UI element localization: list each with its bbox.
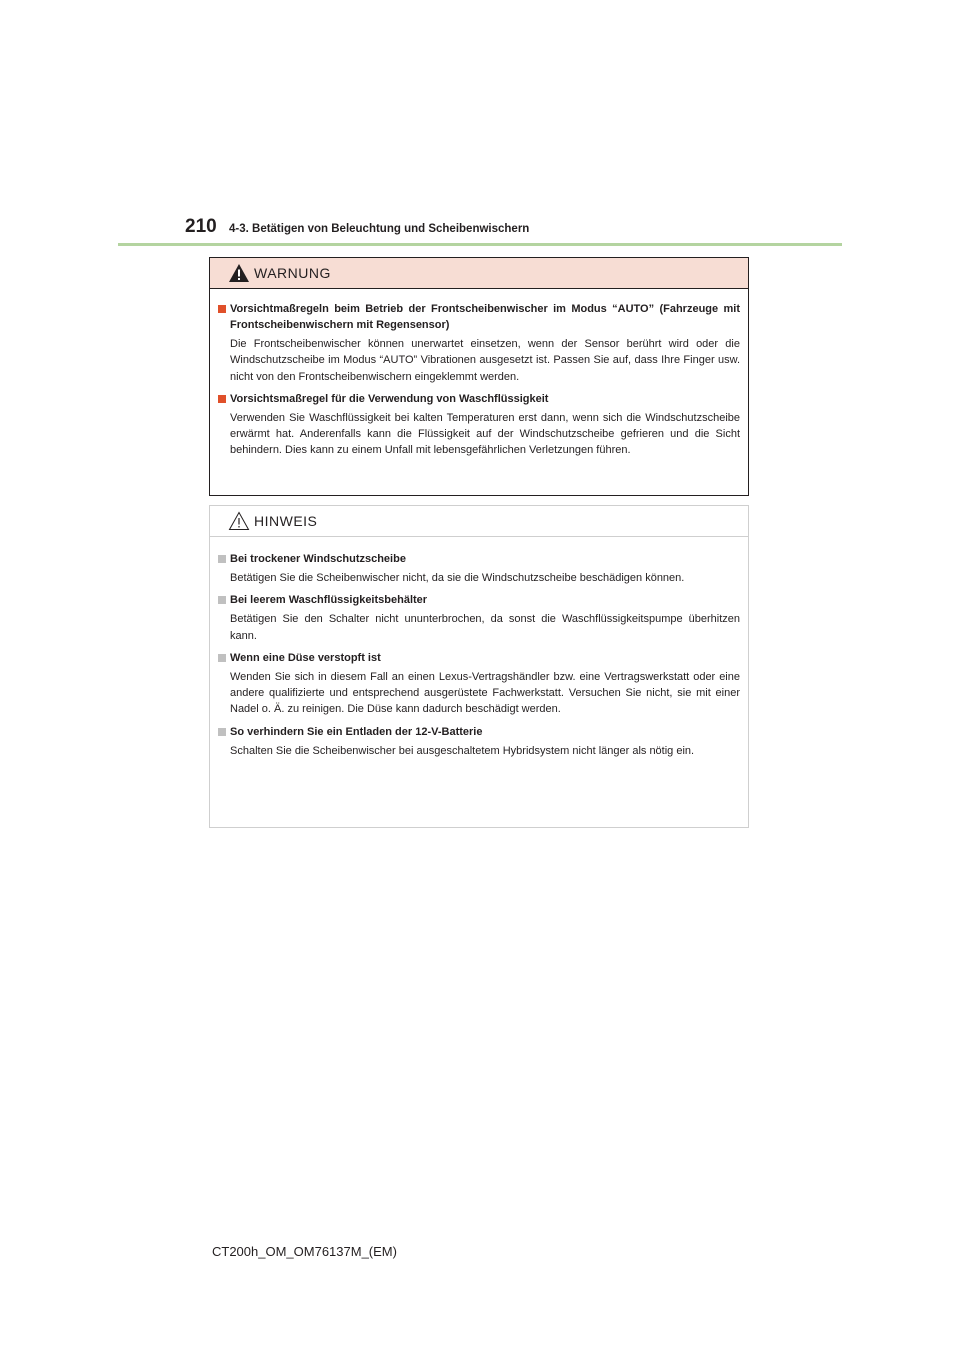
notice-item [218, 650, 740, 718]
notice-item-title: Bei trockener Windschutzscheibe [230, 553, 406, 565]
header-rule [118, 243, 842, 246]
notice-item-text: Betätigen Sie den Schalter nicht ununterbrochen, da sonst die Waschflüssigkeitspumpe überhitzen kann. [230, 613, 740, 642]
warning-item-text: Die Frontscheibenwischer können unerwartet einsetzen, wenn der Sensor berührt wird oder die Windschutzscheibe im Modus “AUTO” Vibrationen ausgesetzt ist. Passen Sie auf, dass Ihre Finger usw. nicht von den Frontscheibenwischern eingeklemmt werden. [230, 338, 740, 383]
warning-item [218, 301, 740, 385]
warning-triangle-icon [228, 263, 250, 283]
notice-label: HINWEIS [254, 513, 318, 529]
notice-item-text: Schalten Sie die Scheibenwischer bei ausgeschaltetem Hybridsystem nicht länger als nötig ein. [230, 744, 695, 757]
warning-box [209, 257, 749, 496]
notice-box [209, 505, 749, 828]
notice-item-title: Wenn eine Düse verstopft ist [230, 651, 381, 664]
warning-item-title: Vorsichtsmaßregel für die Verwendung von Waschflüssigkeit [230, 392, 549, 405]
footer-document-code: CT200h_OM_OM76137M_(EM) [212, 1244, 397, 1259]
warning-item-text: Verwenden Sie Waschflüssigkeit bei kalten Temperaturen erst dann, wenn sich die Windschutzscheibe erwärmt hat. Anderenfalls kann die Flüssigkeit auf der Windschutzscheibe gefrieren und die Sicht behindern. Dies kann zu einem Unfall mit lebensgefährlichen Verletzungen führen. [230, 411, 740, 457]
square-bullet-icon [218, 555, 226, 563]
notice-item [218, 592, 740, 644]
warning-header [210, 258, 748, 289]
notice-item-title: Bei leerem Waschflüssigkeitsbehälter [230, 594, 428, 607]
notice-item-text: Wenden Sie sich in diesem Fall an einen Lexus-Vertragshändler bzw. eine Vertragswerkstatt oder eine andere qualifizierte und entsprechend ausgerüstete Fachwerkstatt. Versuchen Sie nicht, sie mit einer Nadel o. Ä. zu reinigen. Die Düse kann dadurch beschädigt werden. [230, 670, 740, 716]
notice-header [210, 506, 748, 537]
notice-item [218, 551, 740, 586]
square-bullet-icon [218, 305, 226, 313]
square-bullet-icon [218, 728, 226, 736]
notice-item [218, 724, 740, 759]
warning-item [218, 391, 740, 459]
section-title: 4-3. Betätigen von Beleuchtung und Scheibenwischern [229, 223, 530, 235]
warning-label: WARNUNG [254, 265, 331, 281]
notice-item-text: Betätigen Sie die Scheibenwischer nicht, da sie die Windschutzscheibe beschädigen können. [230, 572, 685, 584]
square-bullet-icon [218, 395, 226, 403]
square-bullet-icon [218, 596, 226, 604]
notice-item-title: So verhindern Sie ein Entladen der 12-V-Batterie [230, 725, 483, 738]
square-bullet-icon [218, 654, 226, 662]
warning-item-title: Vorsichtmaßregeln beim Betrieb der Frontscheibenwischer im Modus “AUTO” (Fahrzeuge mit Frontscheibenwischern mit Regensensor) [230, 303, 740, 331]
caution-triangle-icon [228, 511, 250, 531]
page-number: 210 [185, 216, 217, 237]
